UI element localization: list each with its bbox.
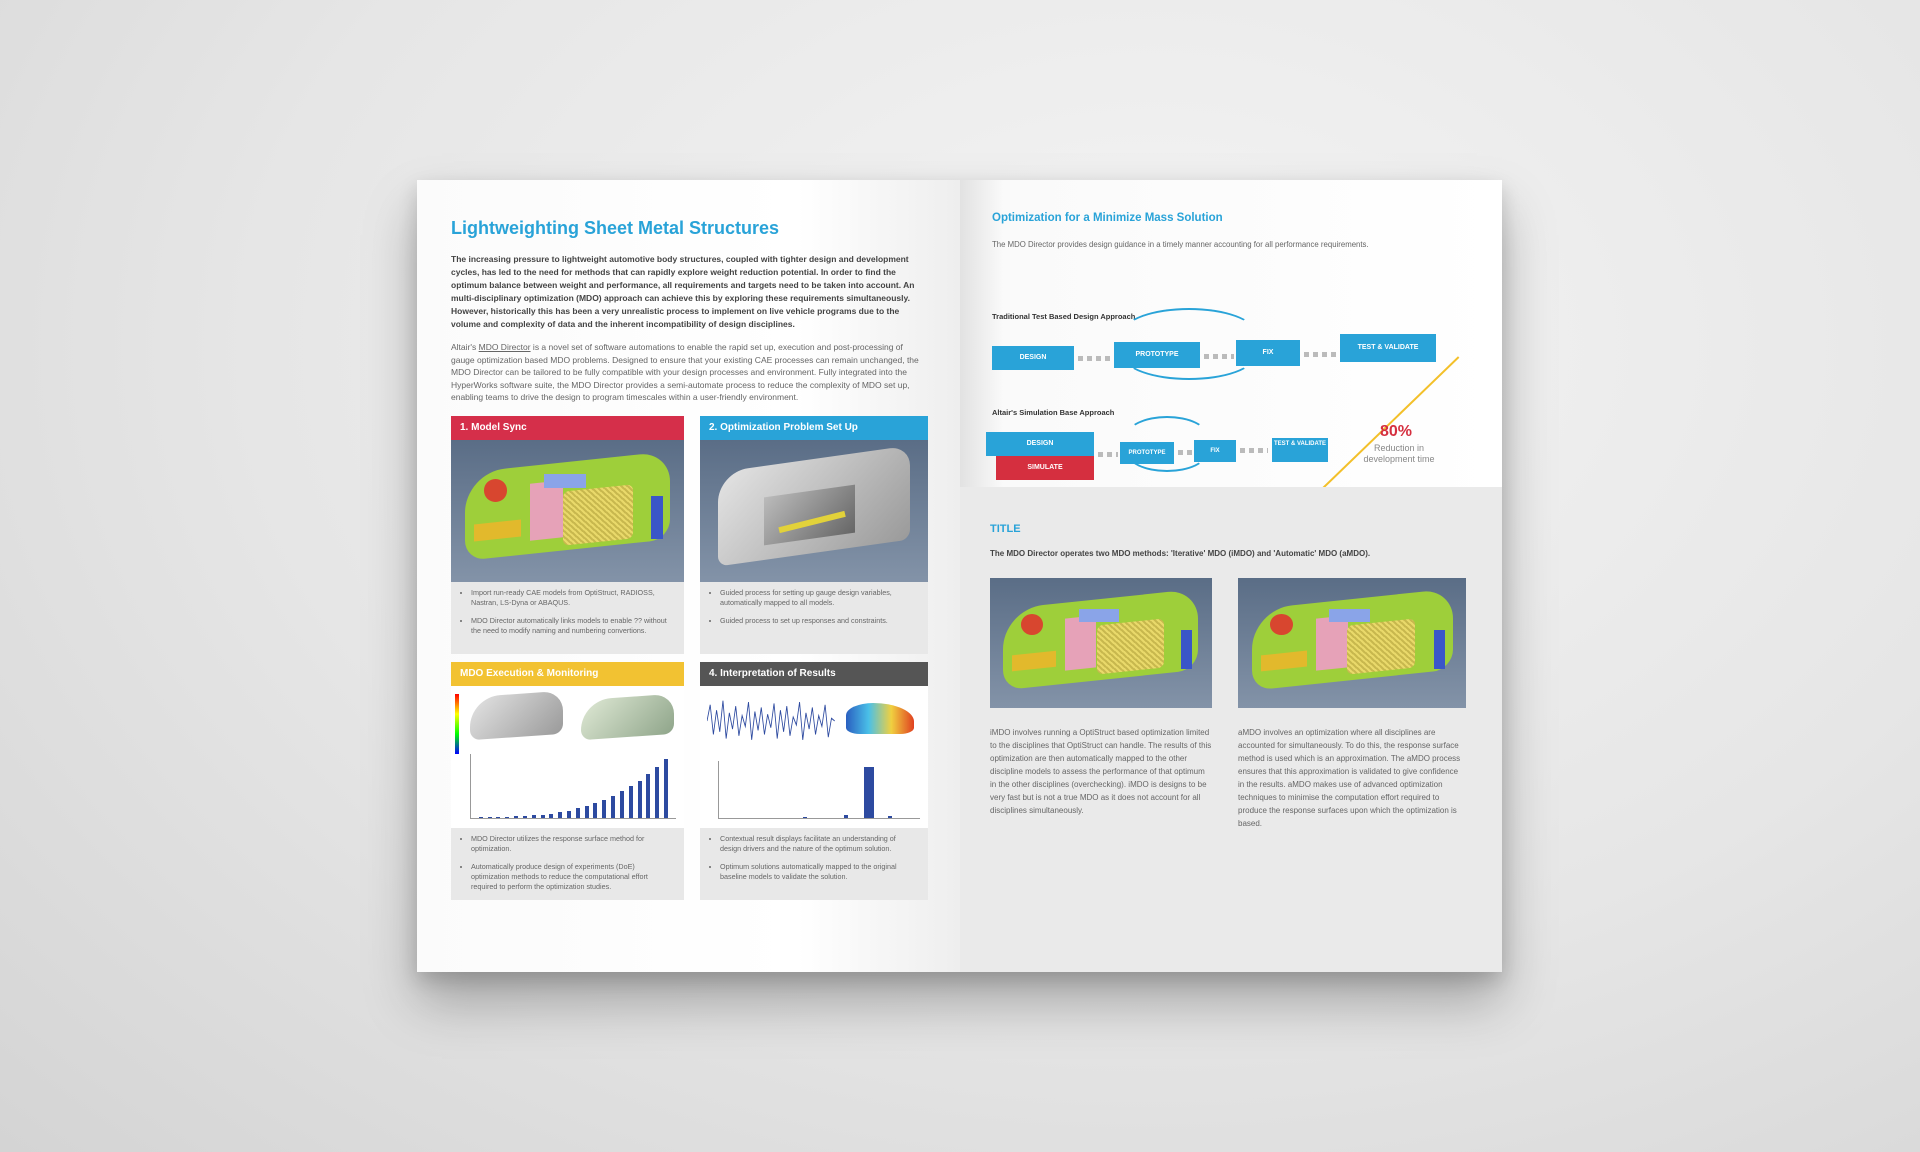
bar — [655, 767, 659, 818]
card-optimization-setup — [700, 416, 928, 654]
imdo-model-image — [990, 578, 1212, 708]
flow-connector — [1098, 452, 1118, 457]
bar — [549, 814, 553, 818]
altair-approach-label: Altair's Simulation Base Approach — [992, 408, 1115, 417]
bar — [488, 817, 492, 818]
flow-step-test-validate: TEST & VALIDATE — [1340, 334, 1436, 362]
section-title: Optimization for a Minimize Mass Solution — [992, 212, 1223, 224]
imdo-description: iMDO involves running a OptiStruct based optimization limited to the disciplines that OptiStruct can handle. The results of this optimization are then automatically mapped to the other discipline models to assess the performance of that optimum in the other disciplines (overchecking). iMDO is designs to be very fast but is not a true MDO as it does not account for all disciplines simultaneously. — [990, 728, 1212, 815]
bar — [646, 774, 650, 818]
bar — [664, 759, 668, 818]
signal-wave — [707, 694, 835, 748]
card-header: 4. Interpretation of Results — [700, 662, 928, 686]
bar — [576, 808, 580, 818]
flow-step-fix: FIX — [1236, 340, 1300, 366]
flow-connector — [1078, 356, 1110, 361]
bar — [620, 791, 624, 818]
card-bullets — [700, 582, 928, 654]
right-page — [960, 180, 1502, 972]
bar — [593, 803, 597, 818]
results-bar-chart — [718, 761, 920, 819]
bar — [541, 815, 545, 818]
card-bullets — [451, 582, 684, 654]
amdo-column — [1238, 578, 1466, 830]
card-header: 2. Optimization Problem Set Up — [700, 416, 928, 440]
methods-title: TITLE — [990, 523, 1021, 535]
card-bullets — [700, 828, 928, 900]
flow-step-simulate: SIMULATE — [996, 456, 1094, 480]
left-page — [417, 180, 960, 972]
flow-step-prototype: PROTOTYPE — [1120, 442, 1174, 464]
mdo-director-link[interactable]: MDO Director — [478, 342, 531, 352]
intro-rest: is a novel set of software automations to enable the rapid set up, execution and post-processing of gauge optimization based MDO problems. Designed to ensure that your existing CAE processes can remain unchanged, the MDO Director can be tailored to be fully compatible with your design processes and environment. Fully integrated into the HyperWorks software suite, the MDO Director provides a semi-automate process to reduce the complexity of MDO set up, enabling teams to drive the design to program timescales within a user-friendly environment. — [451, 342, 919, 402]
bar — [567, 811, 571, 818]
flow-step-prototype: PROTOTYPE — [1114, 342, 1200, 368]
intro-bold-paragraph: The increasing pressure to lightweight automotive body structures, coupled with tighter design and development cycles, has led to the need for methods that can rapidly explore weight reduction potential. In order to find the optimum balance between weight and performance, all requirements and targets need to be taken into account. An multi-disciplinary optimization (MDO) approach can achieve this by exploring these requirements simultaneously. However, historically this has been a very unrealistic process to implement on live vehicle programs due to the volume and complexity of data and the inherent incompatibility of design disciplines. — [451, 254, 915, 329]
bar — [611, 796, 615, 818]
bar — [532, 815, 536, 818]
card-interpretation-results — [700, 662, 928, 900]
card-header: MDO Execution & Monitoring — [451, 662, 684, 686]
flow-step-design: DESIGN — [986, 432, 1094, 456]
car-result-render — [846, 703, 914, 734]
bullet: • Contextual result displays facilitate an understanding of design drivers and the nature of the optimum solution. — [720, 834, 918, 854]
card-header: 1. Model Sync — [451, 416, 684, 440]
amdo-description: aMDO involves an optimization where all disciplines are accounted for simultaneously. To do this, the response surface method is used which is an approximation. The aMDO process ensures that this approximation is validated to give confidence in the results. aMDO makes use of advanced optimization techniques to minimise the computation effort required to produce the response surfaces upon which the optimization is based. — [1238, 728, 1461, 828]
imdo-column — [990, 578, 1212, 830]
methods-columns — [990, 578, 1472, 830]
flow-step-design: DESIGN — [992, 346, 1074, 370]
methods-lead: The MDO Director operates two MDO methods: 'Iterative' MDO (iMDO) and 'Automatic' MDO (aMDO). — [990, 549, 1371, 558]
section-subtitle: The MDO Director provides design guidance in a timely manner accounting for all performance requirements. — [992, 240, 1369, 249]
reduction-label: Reduction in development time — [1363, 443, 1435, 464]
bar — [496, 817, 500, 818]
bar — [558, 812, 562, 818]
bullet: • Automatically produce design of experiments (DoE) optimization methods to reduce the computational effort required to perform the optimization studies. — [471, 862, 674, 892]
bar — [629, 786, 633, 818]
bar — [638, 781, 642, 818]
flow-connector — [1240, 448, 1268, 453]
amdo-model-image — [1238, 578, 1466, 708]
flow-step-fix: FIX — [1194, 440, 1236, 462]
bullet: • Guided process to set up responses and constraints. — [720, 616, 918, 626]
card-execution-monitoring — [451, 662, 684, 900]
page-title: Lightweighting Sheet Metal Structures — [451, 218, 780, 238]
bullet: • MDO Director automatically links models to enable ?? without the need to modify naming and numbering convertions. — [471, 616, 674, 636]
intro-paragraph — [451, 341, 926, 404]
bullet: • Import run-ready CAE models from OptiStruct, RADIOSS, Nastran, LS-Dyna or ABAQUS. — [471, 588, 674, 608]
grey-model-image — [700, 440, 928, 582]
card-model-sync — [451, 416, 684, 654]
intro-prefix: Altair's — [451, 342, 479, 352]
bar — [585, 806, 589, 818]
bullet: • Guided process for setting up gauge design variables, automatically mapped to all models. — [720, 588, 918, 608]
bar — [602, 800, 606, 818]
bullet: • MDO Director utilizes the response surface method for optimization. — [471, 834, 674, 854]
flow-step-test-validate: TEST & VALIDATE — [1272, 438, 1328, 462]
bullet: • Optimum solutions automatically mapped to the original baseline models to validate the solution. — [720, 862, 918, 882]
results-screenshot — [700, 686, 928, 828]
flow-connector — [1204, 354, 1234, 359]
flow-connector — [1304, 352, 1336, 357]
reduction-percentage: 80% — [1380, 423, 1413, 440]
monitoring-screenshot — [451, 686, 684, 828]
feature-grid — [451, 416, 926, 900]
dashboard-model-image — [451, 440, 684, 582]
traditional-approach-label: Traditional Test Based Design Approach — [992, 312, 1136, 321]
mdo-methods-section — [960, 487, 1502, 972]
flow-connector — [1178, 450, 1192, 455]
card-bullets — [451, 828, 684, 900]
bar — [514, 816, 518, 818]
iteration-bar-chart — [470, 754, 676, 819]
brochure-spread — [417, 180, 1502, 972]
bar — [505, 817, 509, 818]
process-comparison-section — [960, 180, 1502, 487]
dashboard-render — [451, 440, 684, 582]
bar — [523, 816, 527, 818]
bar — [479, 817, 483, 818]
